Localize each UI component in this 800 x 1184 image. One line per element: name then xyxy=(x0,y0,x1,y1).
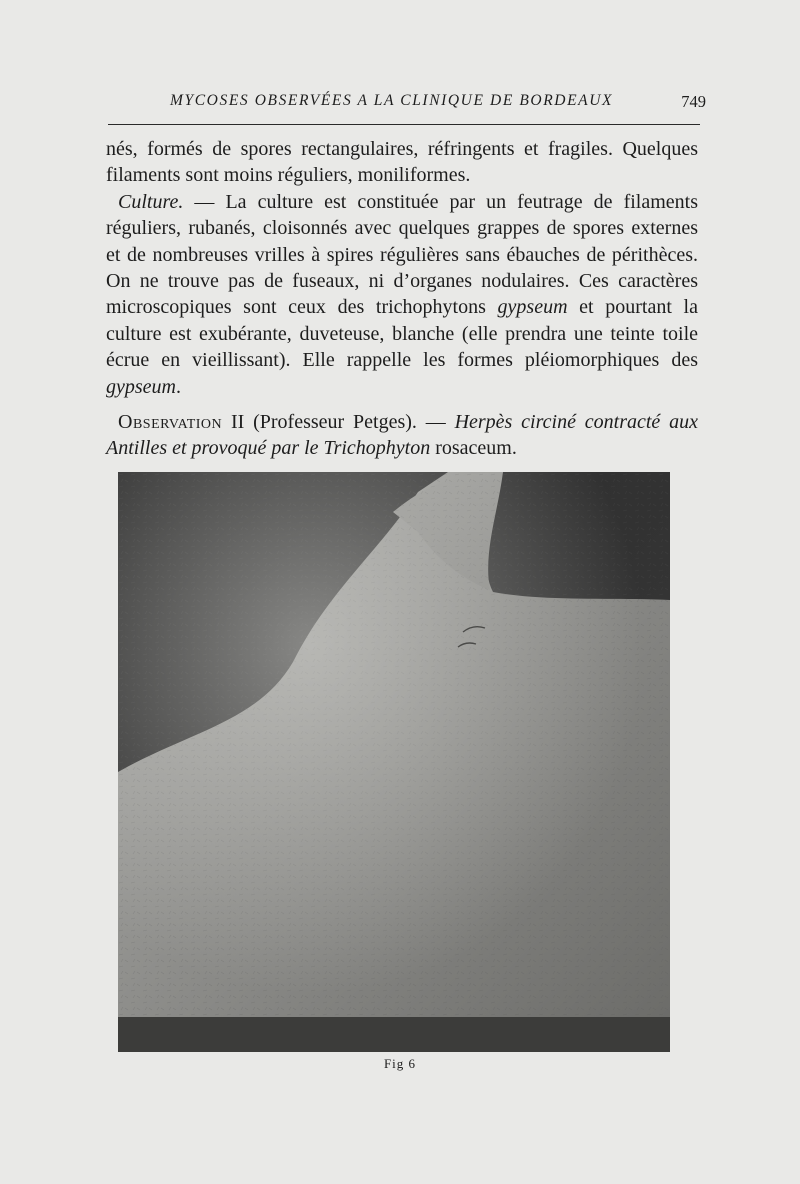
hand-photograph xyxy=(118,472,670,1052)
body-text xyxy=(106,136,698,400)
culture-label: Culture. xyxy=(118,190,184,213)
paragraph-culture xyxy=(106,189,698,400)
page-header xyxy=(108,92,708,126)
page-number: 749 xyxy=(681,92,706,111)
observation-title-italic: Herpès circiné contracté aux Antilles et provoqué par le Trichophyton xyxy=(106,411,698,460)
running-title: MYCOSES OBSERVÉES A LA CLINIQUE DE BORDEAUX xyxy=(170,92,614,109)
gypseum-term-2: gypseum xyxy=(106,375,176,398)
culture-text-a: — La culture est constituée par un feutrage de filaments réguliers, rubanés, cloisonnés avec quelques grappes de spores externes et de nombreuses vrilles à spires régulières sans ébauches de périthèces. On ne trouve pas de fuseaux, ni d’organes nodulaires. Ces caractères microscopiques sont ceux des trichophytons xyxy=(106,190,698,319)
paragraph-continuation xyxy=(106,136,698,189)
gypseum-term-1: gypseum xyxy=(497,296,568,319)
observation-heading xyxy=(106,409,698,462)
paragraph-1-text: nés, formés de spores rectangulaires, réfringents et fragiles. Quelques filaments sont moins réguliers, moniliformes. xyxy=(106,138,698,187)
observation-title-end: rosaceum. xyxy=(430,437,517,460)
header-rule xyxy=(108,124,700,125)
figure-caption: Fig 6 xyxy=(383,1056,417,1071)
culture-text-b: et pourtant la culture est exubérante, duveteuse, blanche (elle prendra une teinte toile écrue en vieillissant). Elle rappelle les formes pléiomorphiques des xyxy=(106,296,698,372)
observation-label: Observation xyxy=(118,411,223,433)
observation-number: II (Professeur Petges). — xyxy=(222,411,455,433)
culture-text-c: . xyxy=(175,375,181,398)
figure-photograph xyxy=(118,472,670,1052)
